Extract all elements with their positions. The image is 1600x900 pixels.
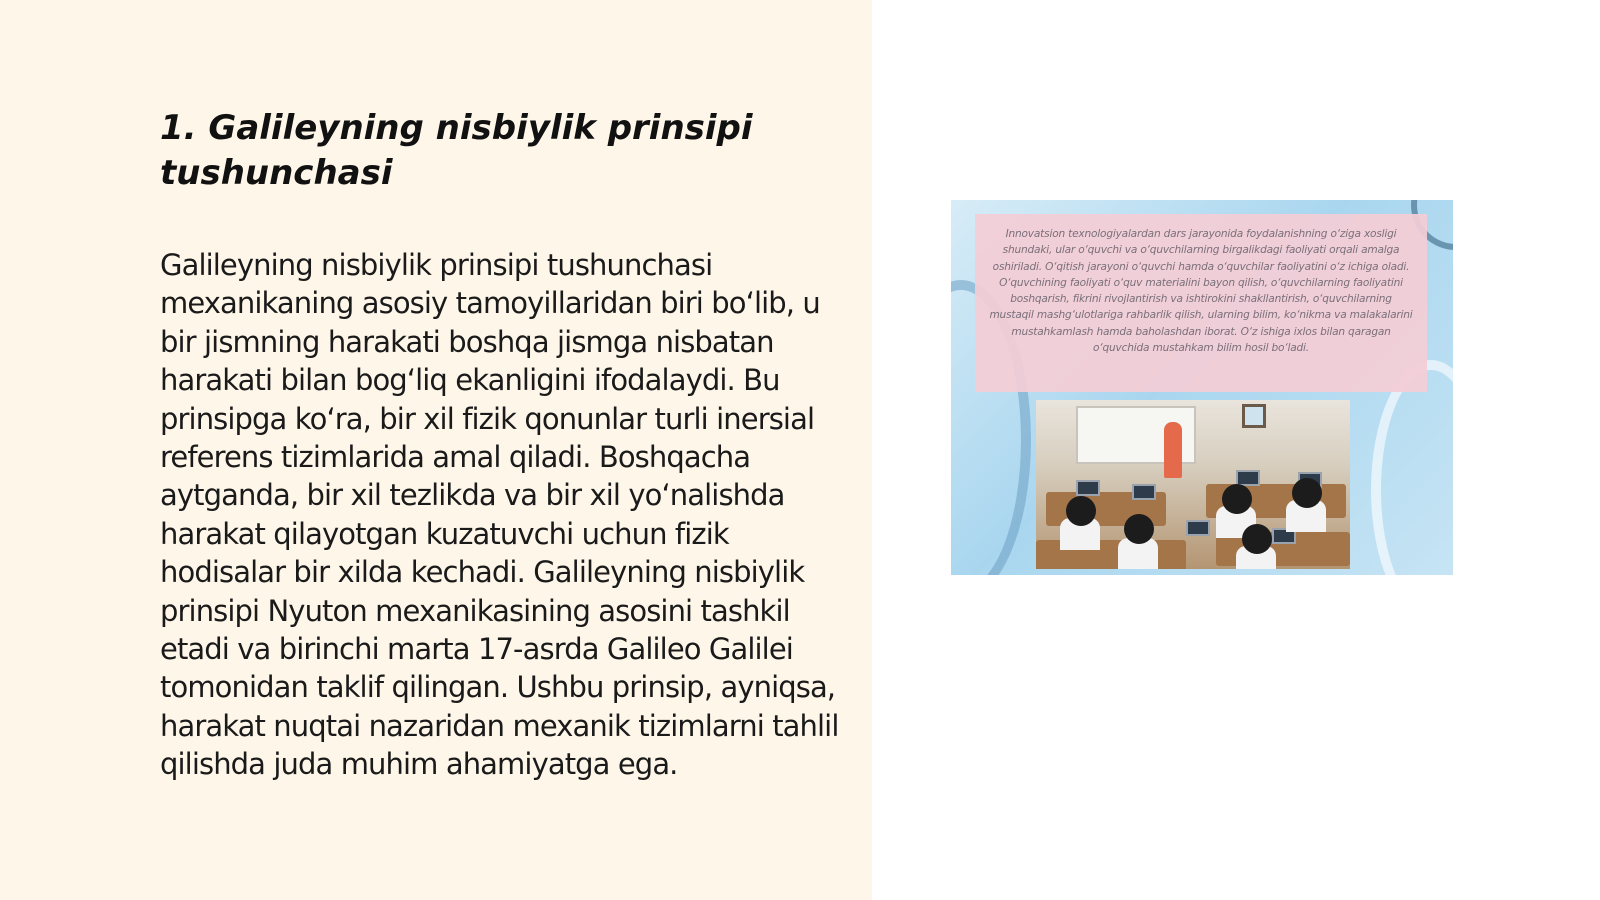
- classroom-photo: [1036, 400, 1350, 569]
- decorative-swirl: [1371, 360, 1453, 575]
- laptop: [1132, 484, 1156, 500]
- student-head: [1222, 484, 1252, 514]
- figure-caption-box: [975, 214, 1427, 392]
- student-head: [1066, 496, 1096, 526]
- laptop: [1076, 480, 1100, 496]
- slide-body-text: Galileyning nisbiylik prinsipi tushunchasi mexanikaning asosiy tamoyillaridan biri bo‘lib, u bir jismning harakati boshqa jismga nisbatan harakati bilan bog‘liq ekanligini ifodalaydi. Bu prinsipga ko‘ra, bir xil fizik qonunlar turli inersial referens tizimlarida amal qiladi. Boshqacha aytganda, bir xil tezlikda va bir xil yo‘nalishda harakat qilayotgan kuzatuvchi uchun fizik hodisalar bir xilda kechadi. Galileyning nisbiylik prinsipi Nyuton mexanikasining asosini tashkil etadi va birinchi marta 17-asrda Galileo Galilei tomonidan taklif qilingan. Ushbu prinsip, ayniqsa, harakat nuqtai nazaridan mexanik tizimlarni tahlil qilishda juda muhim ahamiyatga ega.: [160, 248, 839, 782]
- student-head: [1124, 514, 1154, 544]
- slide-title: 1. Galileyning nisbiylik prinsipi tushunchasi: [160, 108, 753, 193]
- student-head: [1292, 478, 1322, 508]
- classroom-illustration: [951, 200, 1453, 575]
- laptop: [1186, 520, 1210, 536]
- teacher-figure: [1164, 422, 1182, 478]
- desk: [1036, 540, 1186, 569]
- student-head: [1242, 524, 1272, 554]
- window: [1242, 404, 1266, 428]
- figure-caption-text: Innovatsion texnologiyalardan dars jarayonida foydalanishning o‘ziga xosligi shundaki, ular o‘quvchi va o‘quvchilarning birgalikdagi faoliyati orqali amalga oshiriladi. O‘qitish jarayoni o‘quvchi hamda o‘quvchilar faoliyatini o‘z ichiga oladi. O‘quvchining faoliyati o‘quv materialini bayon qilish, o‘quvchilarning faoliyatini boshqarish, fikrini rivojlantirish va ishtirokini shakllantirish, o‘quvchilarning mustaqil mashg‘ulotlariga rahbarlik qilish, ularning bilim, ko‘nikma va malakalarini mustahkamlash hamda baholashdan iborat. O‘z ishiga ixlos bilan qaragan o‘quvchida mustahkam bilim hosil bo‘ladi.: [989, 228, 1413, 355]
